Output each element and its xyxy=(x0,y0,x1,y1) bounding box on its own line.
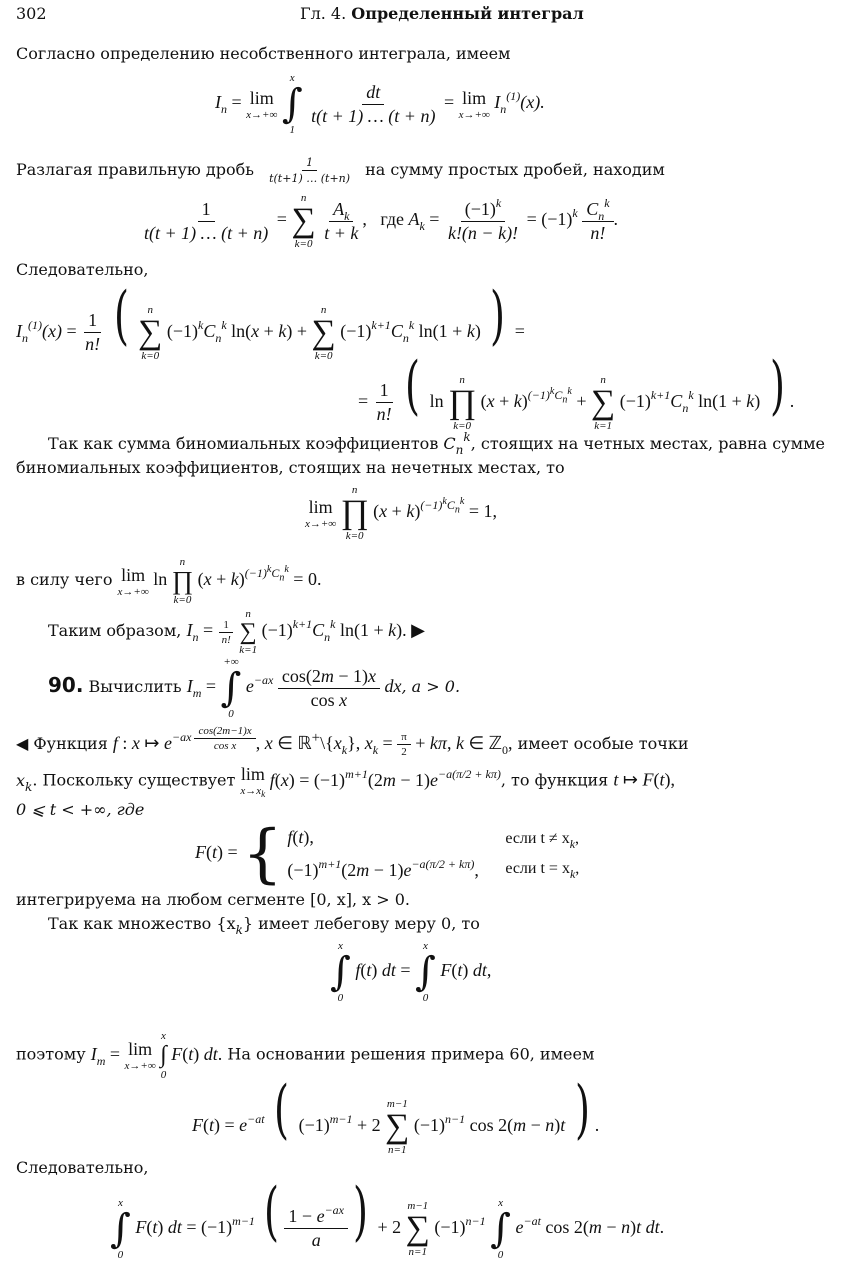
formula-expansion-line1: $I_n^{(1)}(x)$ = $\frac{1}{n!}$ ( n ∑ k=0 $(-1)^kC_n^k$ ln(x + k) + n ∑ k=0 $(-1)^{k+1}C_n^k$ ln(1 + k) ) = xyxy=(16,279,525,362)
text-condition: , a > 0. xyxy=(401,677,461,697)
formula-expansion-line2: = $\frac{1}{n!}$ ( ln n ∏ k=0 $(x + k)^{(-1)^kC_n^k}$ + n ∑ k=1 $(-1)^{k+1}C_n^k$ ln(1 + k) ) . xyxy=(358,349,795,432)
text-where: где xyxy=(380,209,404,230)
text-therefore: поэтому xyxy=(16,1044,86,1064)
paragraph-in-virtue: в силу чего lim x→+∞ ln n ∏ k=0 $(x + k)^{(-1)^kC_n^k} = 0$. xyxy=(16,556,322,606)
text-integrable: интегрируема на любом сегменте [0, x], x > 0. xyxy=(16,890,411,909)
text-consequently-2: Следовательно, xyxy=(16,1158,149,1177)
formula-lim-product: lim x→+∞ n ∏ k=0 $(x + k)^{(-1)^kC_n^k} = 1$, xyxy=(305,484,497,542)
text-binomial-c: биномиальных коэффициентов, стоящих на нечетных местах, то xyxy=(16,458,565,477)
text-compute: Вычислить xyxy=(88,677,182,697)
case1-condition: если t ≠ x xyxy=(505,830,570,847)
example-90: 90. Вычислить $I_m$ = +∞ ∫ 0 $e^{-ax}$ $\frac{\cos(2m - 1)x}{\text{cos x}}$ dx, a > 0. xyxy=(48,656,461,720)
paragraph-intro: Согласно определению несобственного интеграла, имеем xyxy=(16,44,511,63)
text-then-function: , то функция xyxy=(500,770,609,790)
small-fraction: $\frac{1}{t(t+1) \dots (t+n)}$ xyxy=(269,156,351,185)
text-function-b: имеет особые точки xyxy=(517,734,689,753)
formula-piecewise: F(t) = { f(t), $(-1)^{m+1}(2m - 1)e^{-a(\pi/2 + k\pi)}$, если $t \ne x_k$, если $t = x_k$, xyxy=(195,817,580,891)
text-thus: Таким образом, xyxy=(48,621,182,641)
text-lebesgue-a: Так как множество {x xyxy=(48,914,236,933)
text-in-virtue: в силу чего xyxy=(16,570,113,590)
text-since: Поскольку существует xyxy=(42,770,236,790)
text-decompose-b: на сумму простых дробей, находим xyxy=(365,160,665,179)
chapter-prefix: Гл. 4. xyxy=(300,4,347,23)
chapter-title: Определенный интеграл xyxy=(351,4,584,23)
case2-condition: если t = x xyxy=(505,860,570,877)
paragraph-decompose xyxy=(16,156,665,185)
paragraph-thus: Таким образом, $I_n$ = $\frac{1}{n!}$ n ∑ k=1 $(-1)^{k+1}C_n^k$ ln(1 + k). ▶ xyxy=(48,608,425,656)
page-number: 302 xyxy=(16,4,47,23)
paragraph-lebesgue: Так как множество $\{x_k\}$ имеет лебегову меру 0, то xyxy=(48,914,480,937)
text-based-on: На основании решения примера 60, имеем xyxy=(227,1044,595,1064)
text-function-a: ◀ Функция xyxy=(16,734,108,753)
paragraph-since: $x_k$. Поскольку существует lim $x\to x_k$ $f(x) = (-1)^{m+1}(2m - 1)e^{-a(\pi/2 + k\pi)}$, то функция t ↦ F(t), xyxy=(16,764,675,800)
text-xk: x xyxy=(16,770,26,790)
paragraph-therefore: поэтому $I_m$ = lim x→+∞ x ∫ 0 F(t) dt. На основании решения примера 60, имеем xyxy=(16,1030,595,1081)
text-decompose-a: Разлагая правильную дробь xyxy=(16,160,254,179)
formula-partial-fractions: $\frac{1}{t(t + 1) \dots (t + n)}$ = n ∑ k=0 $\frac{A_k}{t + k}$ , где $A_k$ = $\frac{(-1)^k}{k!(n - k)!}$ = $(-1)^k$ $\frac{C_n^k}{n!}$ . xyxy=(144,192,619,250)
text-binomial-a: Так как сумма биномиальных коэффициентов xyxy=(48,434,439,453)
paragraph-binomial: Так как сумма биномиальных коэффициентов $C_n^k$, стоящих на четных местах, равна сумме xyxy=(48,430,826,457)
text-consequently-1: Следовательно, xyxy=(16,260,149,279)
formula-in-limit: $I_n$ = lim x→+∞ x ∫ 1 $\frac{dt}{t(t + 1) \dots (t + n)}$ = lim x→+∞ $I_n^{(1)}(x)$. xyxy=(215,72,545,136)
paragraph-function: ◀ Функция f : x ↦ $e^{-ax \frac{\cos(2m-1)x}{\text{cos x}}}$ , x ∈ $ℝ^+\backslash\{x_k\}$, $x_k$ = $\frac{\pi}{2}$ + kπ, k ∈ ℤ$_0$, имеет особые точки xyxy=(16,724,689,759)
text-lebesgue-b: } имеет лебегову меру 0, то xyxy=(242,914,480,933)
example-number: 90. xyxy=(48,673,84,698)
formula-integral-equality: x ∫ 0 f(t) dt = x ∫ 0 F(t) dt, xyxy=(330,940,492,1004)
text-binomial-b: , стоящих на четных местах, равна сумме xyxy=(470,434,826,453)
running-header xyxy=(300,4,584,23)
text-domain: 0 ⩽ t < +∞, где xyxy=(16,800,145,819)
formula-final: x ∫ 0 F(t) dt = $(-1)^{m-1}$ ( $\frac{1 - e^{-ax}}{a}$ ) + 2 m−1 ∑ n=1 $(-1)^{n-1}$ x ∫ 0 $e^{-at}$ cos 2(m − n)t dt. xyxy=(110,1175,665,1261)
formula-F-of-t: $F(t) = e^{-at}$ ( $(-1)^{m-1} + 2$ m−1 ∑ n=1 $(-1)^{n-1}$ cos 2(m − n)t ) . xyxy=(192,1073,600,1156)
